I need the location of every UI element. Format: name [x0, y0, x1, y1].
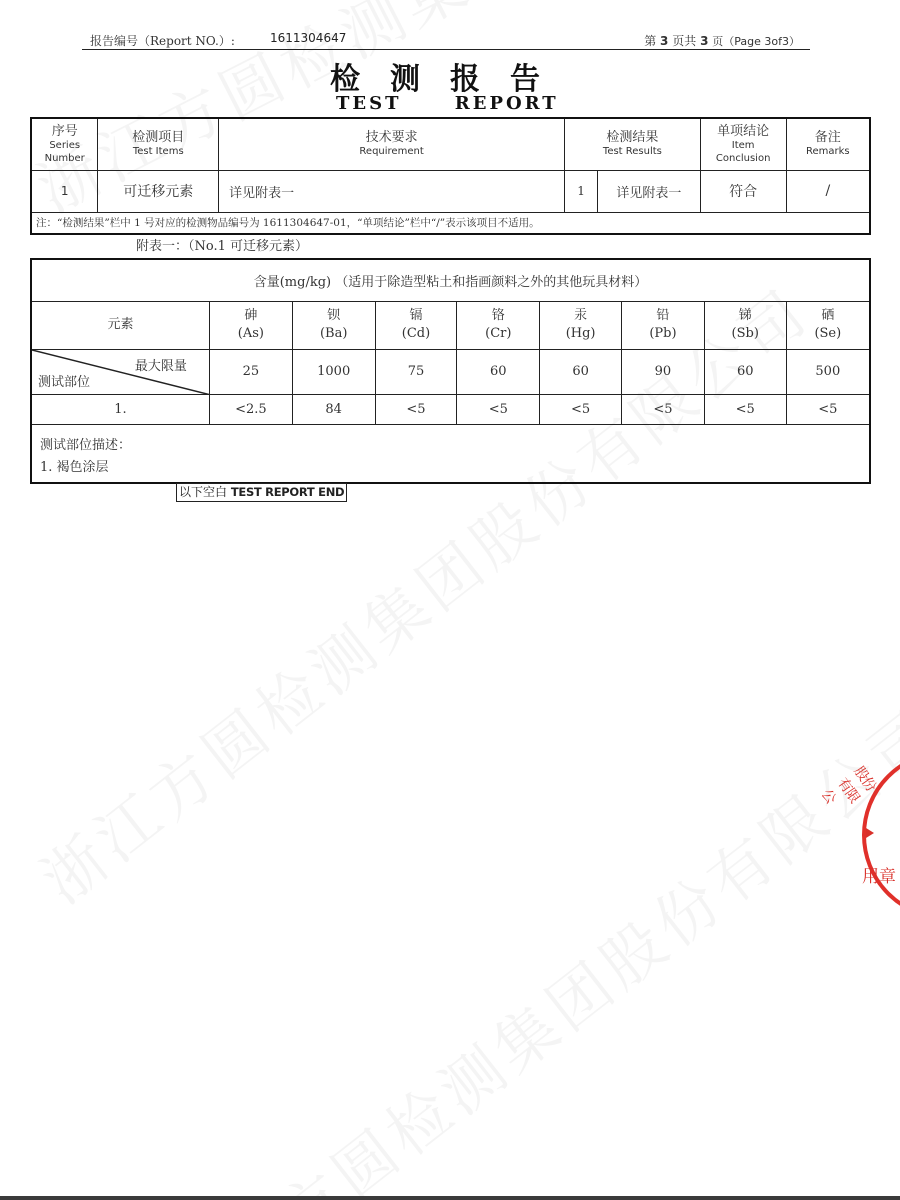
annex-title: 附表一：（No.1 可迁移元素）	[136, 239, 309, 254]
report-no-value: 1611304647	[270, 31, 347, 45]
limit-pb: 90	[622, 349, 705, 394]
cell-requirement: 详见附表一	[219, 170, 565, 212]
max-limit-row	[31, 349, 870, 394]
result-as: <2.5	[209, 394, 292, 424]
header-remarks: 备注 Remarks	[786, 118, 870, 170]
result-hg: <5	[540, 394, 622, 424]
limit-sb: 60	[704, 349, 786, 394]
test-part-label: 测试部位	[38, 374, 91, 390]
limit-se: 500	[786, 349, 870, 394]
title-english: TEST REPORT	[336, 93, 559, 114]
annex-caption-row	[31, 259, 870, 301]
annex-table	[30, 258, 871, 484]
header-test-results: 检测结果 Test Results	[565, 118, 701, 170]
element-pb: 铅 (Pb)	[622, 301, 705, 349]
element-se: 硒 (Se)	[786, 301, 870, 349]
bottom-edge	[0, 1196, 900, 1200]
description-cell	[31, 424, 870, 483]
element-ba: 钡 (Ba)	[292, 301, 375, 349]
header-item-conclusion: 单项结论 Item Conclusion	[700, 118, 786, 170]
header-requirement: 技术要求 Requirement	[219, 118, 565, 170]
note-row	[31, 212, 870, 234]
result-se: <5	[786, 394, 870, 424]
end-marker: 以下空白 TEST REPORT END	[176, 483, 347, 502]
limit-hg: 60	[540, 349, 622, 394]
watermark	[150, 684, 900, 1200]
row-label: 1.	[31, 394, 209, 424]
element-sb: 锑 (Sb)	[704, 301, 786, 349]
report-no-label: 报告编号（Report NO.）:	[90, 34, 235, 48]
summary-header-row	[31, 118, 870, 170]
title-chinese: 检测报告	[330, 62, 570, 97]
limit-cd: 75	[375, 349, 457, 394]
description-title: 测试部位描述：	[40, 437, 132, 453]
element-label: 元素	[31, 301, 209, 349]
limit-ba: 1000	[292, 349, 375, 394]
seal-star-icon	[866, 828, 874, 838]
cell-series: 1	[31, 170, 98, 212]
page-info: 第 3 页共 3 页（Page 3of3）	[644, 34, 800, 48]
summary-table	[30, 117, 871, 235]
result-ba: 84	[292, 394, 375, 424]
header-series: 序号 Series Number	[31, 118, 98, 170]
result-sb: <5	[704, 394, 786, 424]
limit-cr: 60	[457, 349, 540, 394]
report-header	[82, 28, 810, 50]
element-row	[31, 301, 870, 349]
element-hg: 汞 (Hg)	[540, 301, 622, 349]
result-pb: <5	[622, 394, 705, 424]
description-row	[31, 424, 870, 483]
annex-caption: 含量(mg/kg) （适用于除造型粘土和指画颜料之外的其他玩具材料）	[31, 259, 870, 301]
result-cd: <5	[375, 394, 457, 424]
cell-remarks: /	[786, 170, 870, 212]
element-cd: 镉 (Cd)	[375, 301, 457, 349]
note-text: 注：“检测结果”栏中 1 号对应的检测物品编号为 1611304647-01，“单项结论”栏中“/”表示该项目不适用。	[31, 212, 870, 234]
diagonal-header-cell	[31, 349, 209, 394]
header-test-items: 检测项目 Test Items	[98, 118, 219, 170]
cell-result: 详见附表一	[598, 170, 701, 212]
result-cr: <5	[457, 394, 540, 424]
seal-arc-text: 股份有限公	[817, 763, 879, 807]
cell-result-no: 1	[565, 170, 598, 212]
element-cr: 铬 (Cr)	[457, 301, 540, 349]
limit-as: 25	[209, 349, 292, 394]
cell-conclusion: 符合	[700, 170, 786, 212]
seal-bottom-text: 用章	[862, 867, 896, 887]
element-as: 砷 (As)	[209, 301, 292, 349]
cell-test-item: 可迁移元素	[98, 170, 219, 212]
max-limit-label: 最大限量	[134, 358, 187, 374]
table-row	[31, 394, 870, 424]
description-item: 1. 褐色涂层	[40, 459, 109, 475]
table-row	[31, 170, 870, 212]
